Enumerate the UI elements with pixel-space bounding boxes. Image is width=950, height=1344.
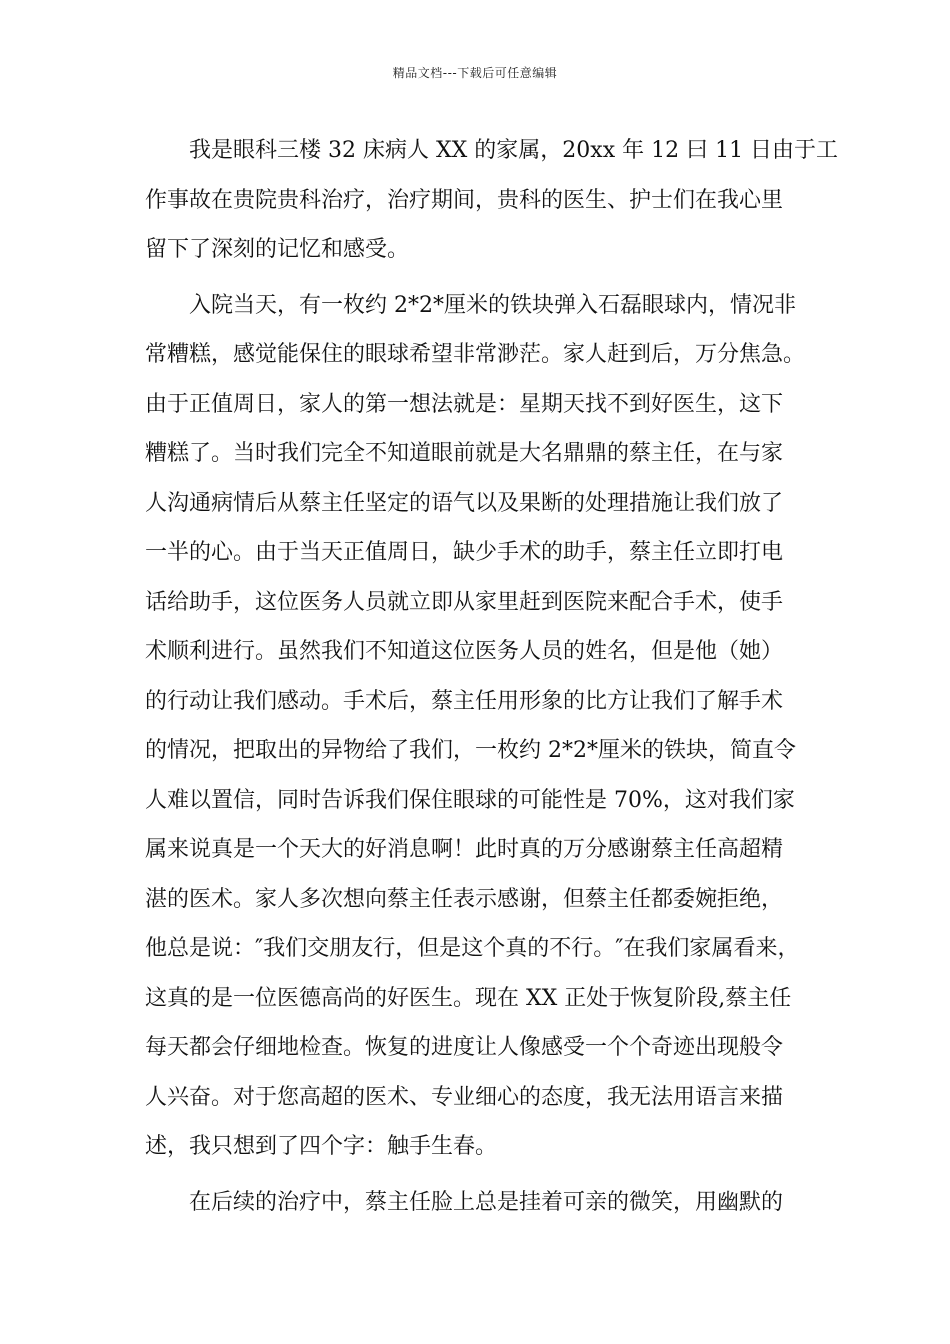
text-line: 由于正值周日，家人的第一想法就是：星期天找不到好医生，这下 [145, 391, 784, 417]
text-line: 的行动让我们感动。手术后，蔡主任用形象的比方让我们了解手术 [145, 688, 784, 714]
text-line: 述，我只想到了四个字：触手生春。 [145, 1134, 498, 1159]
text-line: 湛的医术。家人多次想向蔡主任表示感谢，但蔡主任都委婉拒绝， [145, 886, 784, 912]
text-line: 每天都会仔细地检查。恢复的进度让人像感受一个个奇迹出现般令 [145, 1035, 784, 1060]
text-line: 糟糕了。当时我们完全不知道眼前就是大名鼎鼎的蔡主任，在与家 [145, 441, 784, 466]
text-line: 常糟糕，感觉能保住的眼球希望非常渺茫。家人赶到后，万分焦急。 [145, 342, 806, 367]
text-line: 我是眼科三楼 32 床病人 XX 的家属，20xx 年 12 曰 11 日由于工 [189, 138, 839, 163]
text-line: 这真的是一位医德高尚的好医生。现在 XX 正处于恢复阶段,蔡主任 [145, 985, 792, 1011]
paragraph [145, 126, 839, 275]
text-line: 留下了深刻的记忆和感受。 [145, 237, 410, 262]
text-line: 人难以置信，同时告诉我们保住眼球的可能性是 70%，这对我们家 [145, 787, 795, 813]
text-line: 的情况，把取出的异物给了我们，一枚约 2*2*厘米的铁块，简直令 [145, 738, 796, 763]
text-line: 作事故在贵院贵科治疗，治疗期间，贵科的医生、护士们在我心里 [145, 187, 784, 213]
text-line: 术顺利进行。虽然我们不知道这位医务人员的姓名，但是他（她） [145, 639, 784, 664]
text-line: 一半的心。由于当天正值周日，缺少手术的助手，蔡主任立即打电 [145, 540, 784, 565]
paragraph [145, 281, 815, 1172]
page-header: 精品文档---下载后可任意编辑 [392, 66, 558, 80]
text-line: 话给助手，这位医务人员就立即从家里赶到医院来配合手术，使手 [145, 589, 784, 615]
text-line: 入院当天，有一枚约 2*2*厘米的铁块弹入石磊眼球内，情况非 [189, 292, 796, 318]
text-line: 在后续的治疗中，蔡主任脸上总是挂着可亲的微笑，用幽默的 [189, 1189, 784, 1215]
text-line: 人兴奋。对于您高超的医术、专业细心的态度，我无法用语言来描 [145, 1084, 784, 1110]
paragraph [145, 1178, 815, 1228]
text-line: 人沟通病情后从蔡主任坚定的语气以及果断的处理措施让我们放了 [145, 490, 784, 516]
text-line: 他总是说：″我们交朋友行，但是这个真的不行。″在我们家属看来， [145, 936, 800, 961]
text-line: 属来说真是一个天大的好消息啊！此时真的万分感谢蔡主任高超精 [145, 837, 784, 862]
document-body [145, 126, 839, 1227]
